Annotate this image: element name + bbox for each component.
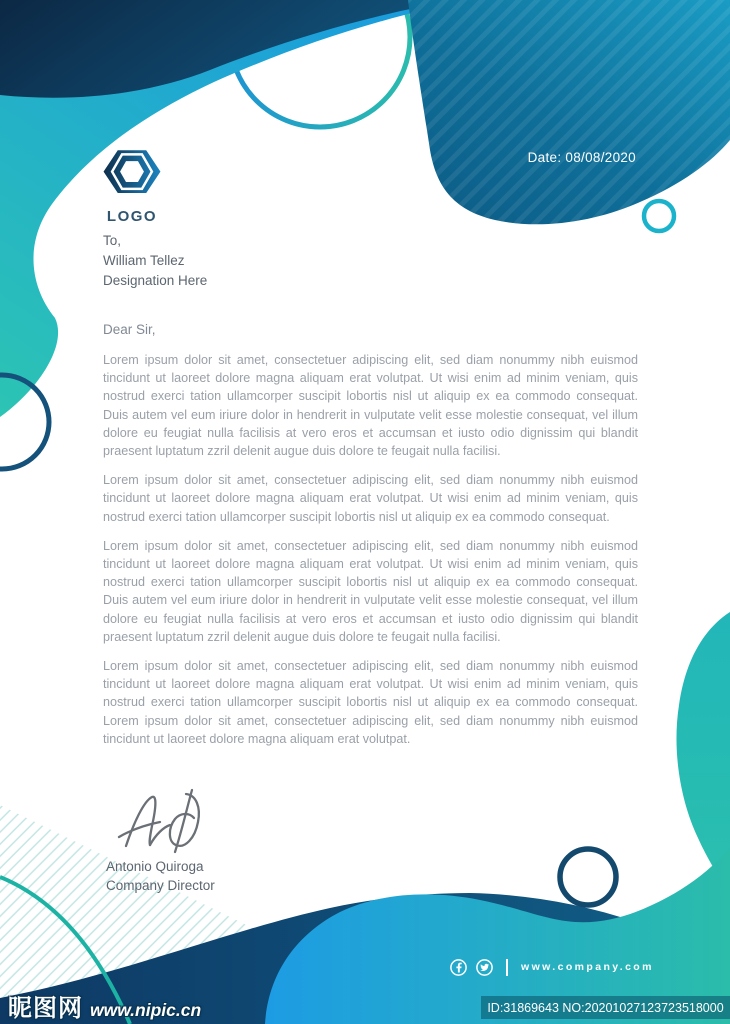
recipient-intro: To, [103, 233, 122, 248]
watermark [8, 988, 201, 1023]
decor-blob-top-right-stripes [408, 0, 730, 224]
facebook-icon [450, 959, 467, 976]
letter-body [103, 351, 638, 759]
signer-title: Company Director [106, 877, 215, 893]
footer-divider [506, 959, 508, 976]
signer-block [106, 858, 215, 895]
logo-label: LOGO [106, 208, 158, 225]
decor-circle-small-right [644, 201, 674, 231]
watermark-site-name: 昵图网 [8, 995, 83, 1022]
company-logo [100, 146, 164, 225]
signature-icon [112, 788, 216, 858]
paragraph-4: Lorem ipsum dolor sit amet, consectetuer adipiscing elit, sed diam nonummy nibh euismod tincidunt ut laoreet dolore magna aliquam erat volutpat. Ut wisi enim ad minim veniam, quis nostrud exerci tation ullamcorper suscipit lobortis nisl ut aliquip ex ea commodo consequat. Lorem ipsum dolor sit amet, consectetuer adipiscing elit, sed diam nonummy nibh euismod tincidunt ut laoreet dolore magna aliquam erat volutpat. [103, 659, 638, 746]
twitter-icon [476, 959, 493, 976]
hexagon-logo-icon [101, 146, 163, 201]
decor-circle-bottom-right [560, 849, 616, 905]
letter-date: Date: 08/08/2020 [527, 150, 636, 165]
decor-blob-right [676, 612, 730, 892]
watermark-site-url: www.nipic.cn [90, 1000, 202, 1020]
paragraph-3: Lorem ipsum dolor sit amet, consectetuer adipiscing elit, sed diam nonummy nibh euismod tincidunt ut laoreet dolore magna aliquam erat volutpat. Ut wisi enim ad minim veniam, quis nostrud exerci tation ullamcorper suscipit lobortis nisl ut aliquip ex ea commodo consequat. Duis autem vel eum iriure dolor in hendrerit in vulputate velit esse molestie consequat, vel illum dolore eu feugiat nulla facilisis at vero eros et accumsan et iusto odio dignissim qui blandit praesent luptatum zzril delenit augue duis dolore te feugait nulla facilisi. [103, 538, 638, 644]
stock-id-badge: ID:31869643 NO:20201027123723518000 [481, 996, 730, 1019]
paragraph-2: Lorem ipsum dolor sit amet, consectetuer adipiscing elit, sed diam nonummy nibh euismod tincidunt ut laoreet dolore magna aliquam erat volutpat. Ut wisi enim ad minim veniam, quis nostrud exerci tation ullamcorper suscipit lobortis nisl ut aliquip ex ea commodo consequat. [103, 473, 638, 524]
recipient-block [103, 231, 207, 291]
footer-website: www.company.com [521, 961, 654, 973]
recipient-name: William Tellez [103, 253, 185, 268]
salutation: Dear Sir, [103, 322, 156, 337]
recipient-designation: Designation Here [103, 273, 208, 288]
paragraph-1: Lorem ipsum dolor sit amet, consectetuer adipiscing elit, sed diam nonummy nibh euismod tincidunt ut laoreet dolore magna aliquam erat volutpat. Ut wisi enim ad minim veniam, quis nostrud exerci tation ullamcorper suscipit lobortis nisl ut aliquip ex ea commodo consequat. Duis autem vel eum iriure dolor in hendrerit in vulputate velit esse molestie consequat, vel illum dolore eu feugiat nulla facilisis at vero eros et accumsan et iusto odio dignissim qui blandit praesent luptatum zzril delenit augue duis dolore te feugait nulla facilisi. [103, 353, 638, 459]
footer [450, 956, 654, 978]
signer-name: Antonio Quiroga [106, 859, 204, 874]
